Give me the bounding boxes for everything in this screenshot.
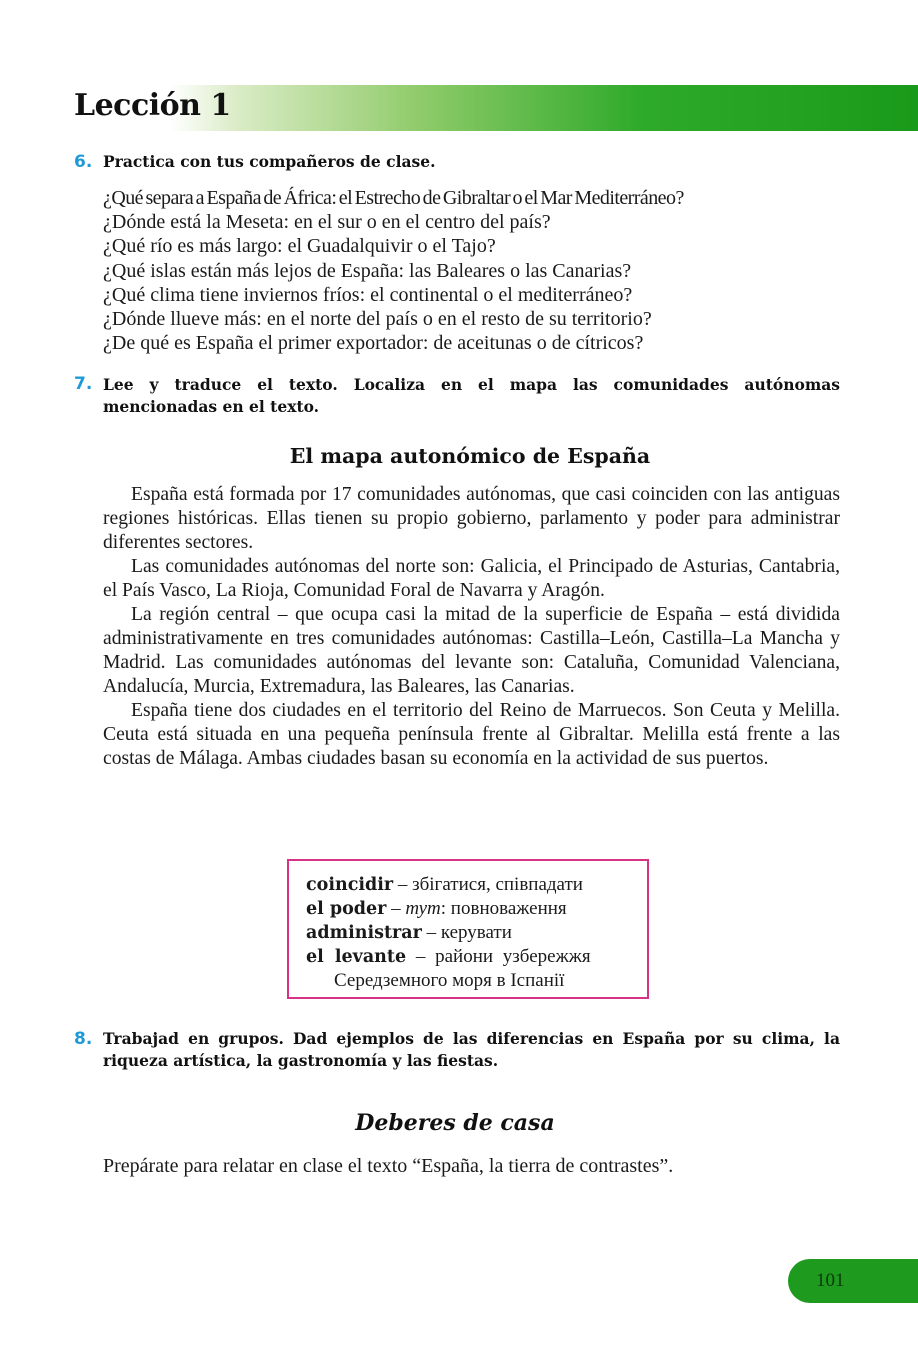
exercise-6-questions [103, 186, 684, 355]
question: ¿Dónde llueve más: en el norte del país o en el resto de su territorio? [103, 308, 652, 331]
vocabulary-term: el levante [306, 947, 407, 967]
reading-paragraph: Las comunidades autónomas del norte son: Galicia, el Principado de Asturias, Cantabria, el País Vasco, La Rioja, Comunidad Foral de Navarra y Aragón. [103, 556, 840, 601]
lesson-title: Lección 1 [74, 88, 231, 123]
exercise-8-instruction: Trabajad en grupos. Dad ejemplos de las diferencias en España por su clima, la riqueza artística, la gastronomía y las fiestas. [103, 1029, 840, 1070]
exercise-6-instruction: Practica con tus compañeros de clase. [103, 152, 436, 171]
vocabulary-entry [306, 921, 647, 945]
exercise-8-number: 8. [74, 1029, 93, 1049]
page-number-tab [788, 1259, 918, 1303]
vocabulary-term: coincidir [306, 875, 394, 895]
exercise-7-number: 7. [74, 374, 93, 394]
vocabulary-term: administrar [306, 923, 422, 943]
vocabulary-entry [306, 873, 647, 897]
exercise-7-instruction: Lee y traduce el texto. Localiza en el mapa las comunidades autónomas mencionadas en el texto. [103, 375, 840, 416]
exercise-6-number: 6. [74, 152, 93, 172]
reading-paragraph: España tiene dos ciudades en el territorio del Reino de Marruecos. Son Ceuta y Melilla. Ceuta está situada en una pequeña península frente al Gibraltar. Melilla está frente a las costas de Málaga. Ambas ciudades basan su economía en la actividad de sus puertos. [103, 700, 840, 769]
vocabulary-translation: – керувати [421, 922, 512, 943]
question: ¿Qué río es más largo: el Guadalquivir o el Tajo? [103, 235, 496, 258]
page-number: 101 [816, 1270, 845, 1291]
vocabulary-separator: – [386, 898, 406, 919]
vocabulary-continuation: Середземного моря в Іспанії [334, 970, 565, 991]
question: ¿Qué clima tiene inviernos fríos: el continental o el mediterráneo? [103, 283, 633, 306]
vocabulary-box [287, 859, 649, 999]
vocabulary-translation: : повноваження [440, 898, 567, 919]
vocabulary-translation: – збігатися, співпадати [393, 874, 583, 895]
homework-title: Deberes de casa [355, 1110, 555, 1136]
homework-text: Prepárate para relatar en clase el texto “España, la tierra de contrastes”. [103, 1155, 674, 1177]
vocabulary-entry [306, 897, 647, 921]
question: ¿De qué es España el primer exportador: de aceitunas o de cítricos? [103, 332, 644, 355]
question: ¿Qué separa a España de África: el Estrecho de Gibraltar o el Mar Mediterráneo? [103, 187, 684, 209]
reading-paragraph: España está formada por 17 comunidades autónomas, que casi coinciden con las antiguas regiones históricas. Ellas tienen su propio gobierno, parlamento y poder para administrar diferentes sectores. [103, 484, 840, 553]
vocabulary-note: тут [405, 898, 441, 919]
reading-paragraph: La región central – que ocupa casi la mitad de la superficie de España – está dividida administrativamente en tres comunidades autónomas: Castilla–León, Castilla–La Mancha y Madrid. Las comunidades autónomas del levante son: Cataluña, Comunidad Valenciana, Andalucía, Murcia, Extremadura, las Baleares, las Canarias. [103, 604, 840, 697]
vocabulary-translation: – райони узбережжя [406, 946, 591, 967]
question: ¿Qué islas están más lejos de España: las Baleares o las Canarias? [103, 259, 632, 282]
question: ¿Dónde está la Meseta: en el sur o en el centro del país? [103, 211, 551, 234]
reading-text [103, 483, 840, 771]
vocabulary-entry [306, 945, 647, 969]
vocabulary-term: el poder [306, 899, 387, 919]
reading-title: El mapa autonómico de España [289, 444, 651, 468]
